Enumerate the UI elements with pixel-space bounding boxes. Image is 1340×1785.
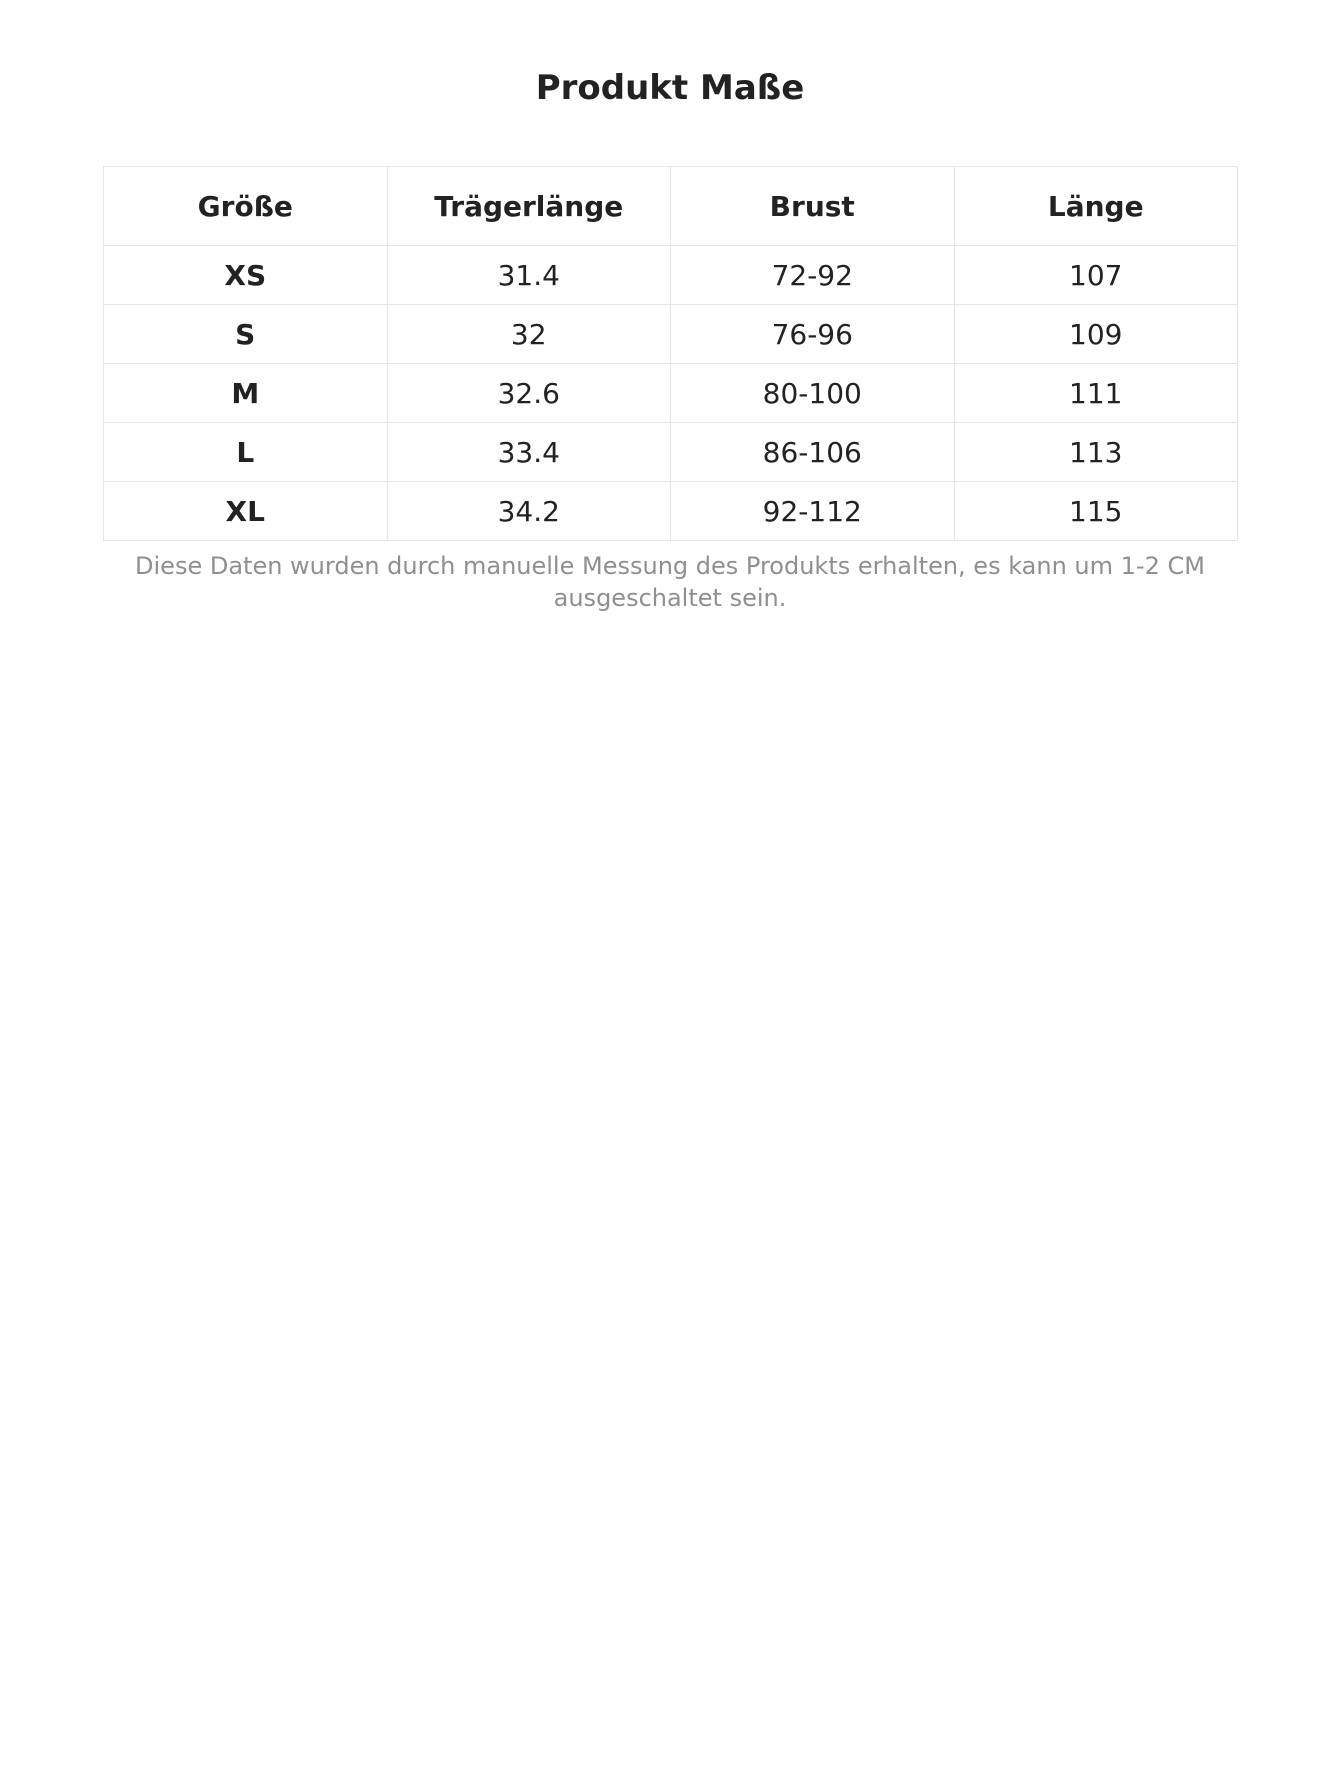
size-cell: L	[104, 423, 388, 482]
header-brust: Brust	[671, 167, 955, 246]
header-groesse: Größe	[104, 167, 388, 246]
strap-length-cell: 33.4	[387, 423, 671, 482]
table-row	[104, 364, 1238, 423]
strap-length-cell: 34.2	[387, 482, 671, 541]
table-header-row	[104, 167, 1238, 246]
size-cell: M	[104, 364, 388, 423]
page-title: Produkt Maße	[535, 68, 805, 108]
chest-cell: 92-112	[671, 482, 955, 541]
table-body	[104, 246, 1238, 541]
length-cell: 113	[954, 423, 1238, 482]
header-laenge: Länge	[954, 167, 1238, 246]
table-row	[104, 305, 1238, 364]
header-traegerlaenge: Trägerlänge	[387, 167, 671, 246]
table-row	[104, 246, 1238, 305]
strap-length-cell: 32.6	[387, 364, 671, 423]
measurement-note: Diese Daten wurden durch manuelle Messung des Produkts erhalten, es kann um 1-2 CM ausgeschaltet sein.	[135, 552, 1205, 612]
chest-cell: 86-106	[671, 423, 955, 482]
size-cell: XS	[104, 246, 388, 305]
strap-length-cell: 32	[387, 305, 671, 364]
strap-length-cell: 31.4	[387, 246, 671, 305]
table-row	[104, 482, 1238, 541]
size-table	[103, 166, 1238, 541]
length-cell: 109	[954, 305, 1238, 364]
chest-cell: 80-100	[671, 364, 955, 423]
size-cell: XL	[104, 482, 388, 541]
chest-cell: 76-96	[671, 305, 955, 364]
length-cell: 111	[954, 364, 1238, 423]
length-cell: 115	[954, 482, 1238, 541]
size-cell: S	[104, 305, 388, 364]
table-row	[104, 423, 1238, 482]
chest-cell: 72-92	[671, 246, 955, 305]
length-cell: 107	[954, 246, 1238, 305]
table-header	[104, 167, 1238, 246]
